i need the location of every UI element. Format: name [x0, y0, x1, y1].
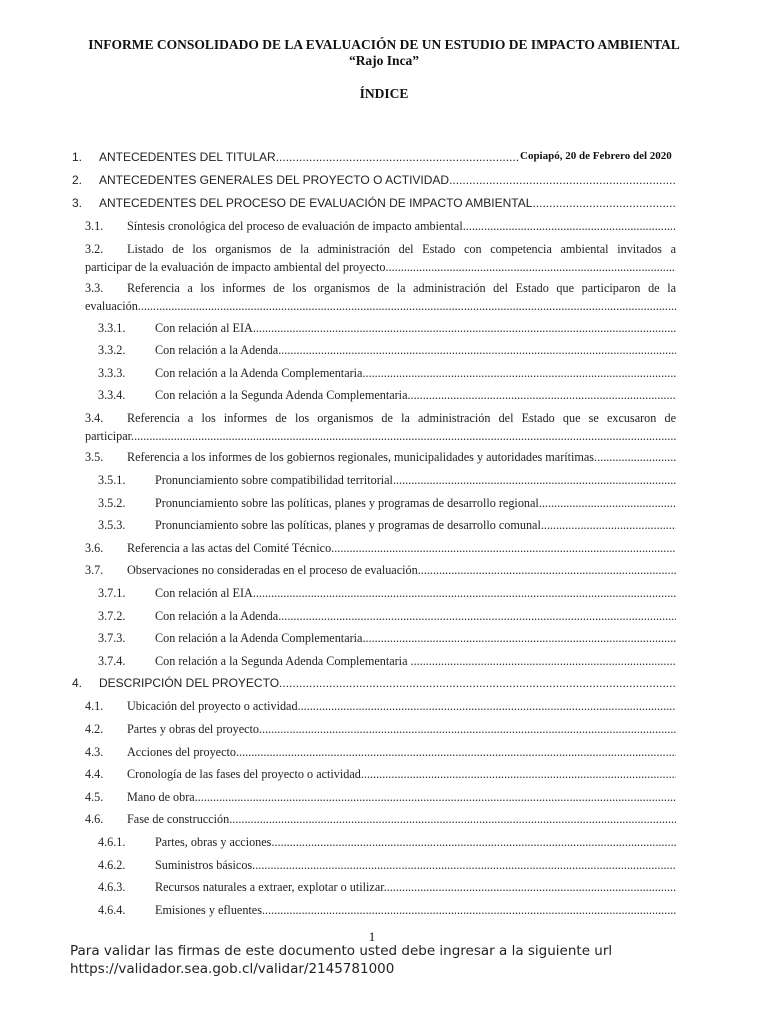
- toc-entry: 4.5. Mano de obra .....: [72, 790, 676, 813]
- toc-entry: 4. DESCRIPCIÓN DEL PROYECTO .....: [72, 676, 676, 699]
- toc-entry: 3.7.3. Con relación a la Adenda Complementaria .....: [72, 631, 676, 654]
- index-heading: ÍNDICE: [359, 86, 409, 101]
- toc-entry: 4.1. Ubicación del proyecto o actividad .....: [72, 699, 676, 722]
- toc-entry: 3.1. Síntesis cronológica del proceso de evaluación de impacto ambiental .....: [72, 219, 676, 242]
- toc-entry: 3.3. Referencia a los informes de los organismos de la administración del Estado que participaron de la evaluación .....: [72, 281, 676, 321]
- toc-entry: 3.5. Referencia a los informes de los gobiernos regionales, municipalidades y autoridades marítimas .....: [72, 450, 676, 473]
- toc-entry: 3. ANTECEDENTES DEL PROCESO DE EVALUACIÓN DE IMPACTO AMBIENTAL .....: [72, 196, 676, 219]
- toc-entry: 4.2. Partes y obras del proyecto .....: [72, 722, 676, 745]
- validation-text: Para validar las firmas de este documento usted debe ingresar a la siguiente url: [70, 943, 613, 959]
- toc-entry: 3.5.3. Pronunciamiento sobre las políticas, planes y programas de desarrollo comunal .....: [72, 518, 676, 541]
- toc-entry: 2. ANTECEDENTES GENERALES DEL PROYECTO O ACTIVIDAD .....: [72, 173, 676, 196]
- project-name: “Rajo Inca”: [348, 53, 420, 68]
- toc-entry: 4.6.3. Recursos naturales a extraer, explotar o utilizar .....: [72, 880, 676, 903]
- toc-entry: 3.3.4. Con relación a la Segunda Adenda Complementaria .....: [72, 388, 676, 411]
- validation-url[interactable]: https://validador.sea.gob.cl/validar/2145781000: [70, 961, 395, 977]
- toc-entry: 4.4. Cronología de las fases del proyecto o actividad .....: [72, 767, 676, 790]
- toc-entry: 3.2. Listado de los organismos de la administración del Estado con competencia ambiental invitados a participar de la evaluación de impacto ambiental del proyecto .....: [72, 242, 676, 282]
- toc-entry: 4.6.2. Suministros básicos .....: [72, 858, 676, 881]
- toc-entry: 4.6. Fase de construcción .....: [72, 812, 676, 835]
- toc-entry: 3.7.4. Con relación a la Segunda Adenda Complementaria .....: [72, 654, 676, 677]
- toc-entry: 3.5.1. Pronunciamiento sobre compatibilidad territorial .....: [72, 473, 676, 496]
- toc-entry: 3.7. Observaciones no consideradas en el proceso de evaluación .....: [72, 563, 676, 586]
- toc-entry: 1. ANTECEDENTES DEL TITULAR .....: [72, 150, 676, 173]
- toc-entry: 3.5.2. Pronunciamiento sobre las políticas, planes y programas de desarrollo regional .....: [72, 496, 676, 519]
- toc-entry: 4.6.1. Partes, obras y acciones .....: [72, 835, 676, 858]
- page-number: 1: [368, 929, 376, 944]
- toc-entry: 3.4. Referencia a los informes de los organismos de la administración del Estado que se excusaron de participar .....: [72, 411, 676, 451]
- document-date: Copiapó, 20 de Febrero del 2020: [520, 150, 685, 162]
- toc-entry: 3.3.2. Con relación a la Adenda .....: [72, 343, 676, 366]
- toc-entry: 3.3.3. Con relación a la Adenda Complementaria .....: [72, 366, 676, 389]
- toc-entry: 3.7.2. Con relación a la Adenda .....: [72, 609, 676, 632]
- toc-entry: 4.6.4. Emisiones y efluentes .....: [72, 903, 676, 926]
- document-title: INFORME CONSOLIDADO DE LA EVALUACIÓN DE UN ESTUDIO DE IMPACTO AMBIENTAL: [88, 37, 680, 52]
- toc-entry: 4.3. Acciones del proyecto .....: [72, 745, 676, 768]
- toc-entry: 3.7.1. Con relación al EIA .....: [72, 586, 676, 609]
- toc-entry: 3.3.1. Con relación al EIA .....: [72, 321, 676, 344]
- toc-entry: 3.6. Referencia a las actas del Comité Técnico .....: [72, 541, 676, 564]
- table-of-contents: [72, 150, 676, 925]
